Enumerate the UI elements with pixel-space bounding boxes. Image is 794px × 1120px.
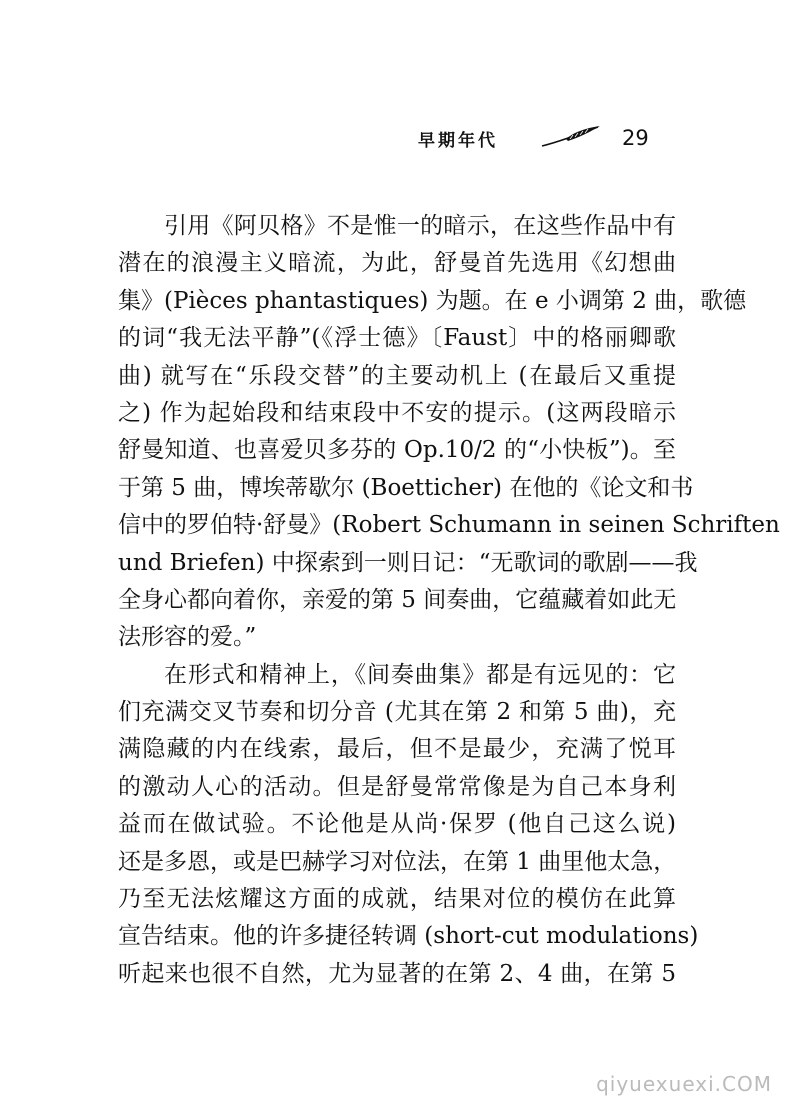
body-text bbox=[118, 208, 780, 993]
text-line: 集》(Pièces phantastiques) 为题。在 e 小调第 2 曲，歌德 bbox=[118, 287, 747, 314]
text-line: 的词“我无法平静”(《浮士德》〔Faust〕中的格丽卿歌 bbox=[118, 325, 676, 352]
text-line: 听起来也很不自然，尤为显著的在第 2、4 曲，在第 5 bbox=[118, 960, 676, 987]
text-line: 之) 作为起始段和结束段中不安的提示。(这两段暗示 bbox=[118, 399, 676, 426]
text-line: 信中的罗伯特·舒曼》(Robert Schumann in seinen Schriften bbox=[118, 512, 780, 539]
paragraph-1 bbox=[118, 208, 780, 657]
page-number: 29 bbox=[622, 126, 649, 150]
chapter-title: 早期年代 bbox=[418, 131, 498, 151]
text-line: 益而在做试验。不论他是从尚·保罗 (他自己这么说) bbox=[118, 811, 676, 838]
text-line: 全身心都向着你，亲爱的第 5 间奏曲，它蕴藏着如此无 bbox=[118, 586, 677, 613]
text-line: 于第 5 曲，博埃蒂歇尔 (Boetticher) 在他的《论文和书 bbox=[118, 474, 694, 501]
text-line: 舒曼知道、也喜爱贝多芬的 Op.10/2 的“小快板”)。至 bbox=[118, 437, 676, 464]
paragraph-2 bbox=[118, 657, 699, 994]
running-header bbox=[410, 124, 650, 154]
text-line: 在形式和精神上，《间奏曲集》都是有远见的：它 bbox=[164, 661, 676, 688]
text-line: 潜在的浪漫主义暗流，为此，舒曼首先选用《幻想曲 bbox=[118, 250, 676, 277]
text-line: 乃至无法炫耀这方面的成就，结果对位的模仿在此算 bbox=[118, 886, 676, 913]
quill-pen-icon bbox=[540, 124, 602, 150]
text-line: 们充满交叉节奏和切分音 (尤其在第 2 和第 5 曲)，充 bbox=[118, 699, 676, 726]
text-line: 法形容的爱。” bbox=[118, 624, 257, 651]
text-line: 还是多恩，或是巴赫学习对位法，在第 1 曲里他太急， bbox=[118, 848, 677, 875]
text-line: 满隐藏的内在线索，最后，但不是最少，充满了悦耳 bbox=[118, 736, 676, 763]
text-line: 的激动人心的活动。但是舒曼常常像是为自己本身利 bbox=[118, 773, 676, 800]
text-line: 引用《阿贝格》不是惟一的暗示，在这些作品中有 bbox=[164, 213, 676, 239]
text-line: und Briefen) 中探索到一则日记：“无歌词的歌剧——我 bbox=[118, 549, 698, 576]
text-line: 曲) 就写在“乐段交替”的主要动机上 (在最后又重提 bbox=[118, 362, 676, 389]
text-line: 宣告结束。他的许多捷径转调 (short-cut modulations) bbox=[118, 923, 699, 950]
site-watermark: qiyuexuexi.COM bbox=[596, 1072, 772, 1096]
